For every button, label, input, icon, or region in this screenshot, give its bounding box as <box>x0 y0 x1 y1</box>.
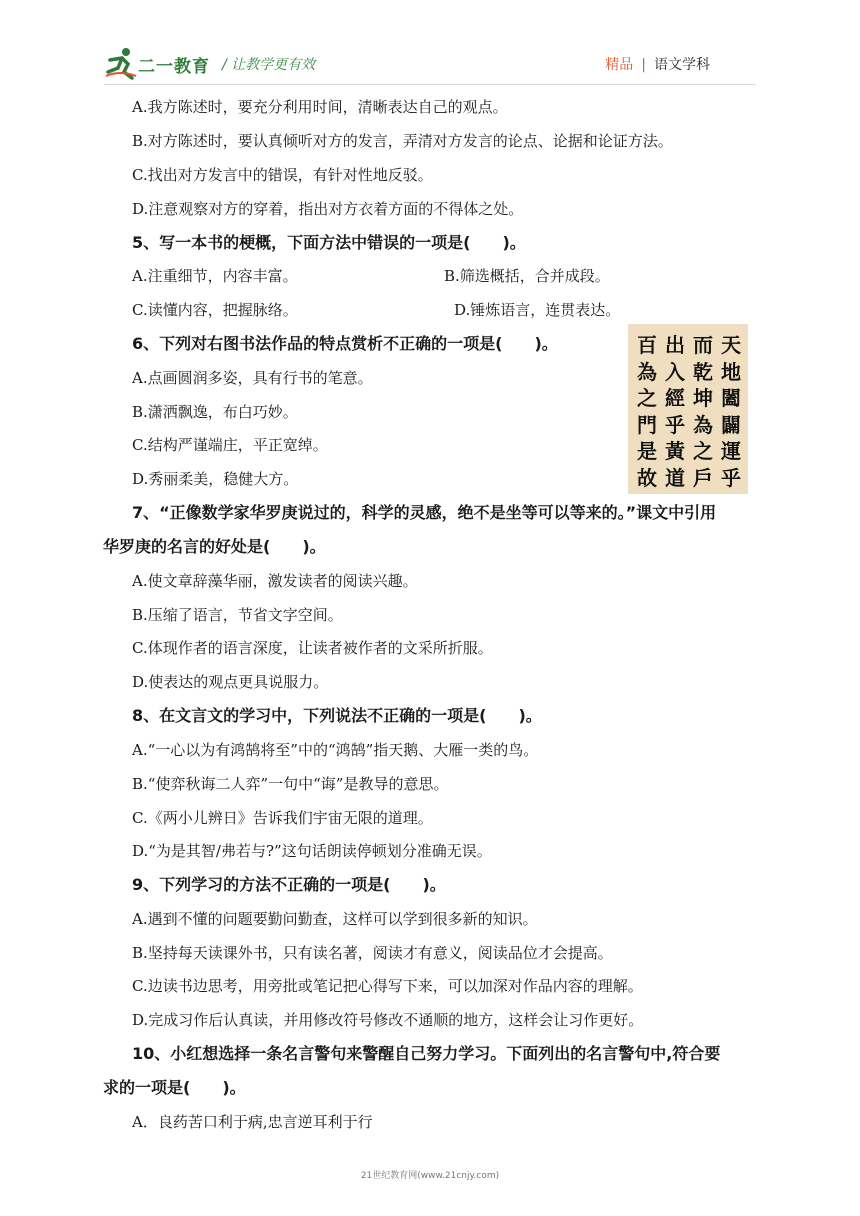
calligraphy-char: 之 <box>693 439 713 463</box>
calligraphy-char: 為 <box>693 412 713 437</box>
question-9: 9、下列学习的方法不正确的一项是( )。 <box>132 875 446 894</box>
q8-option-d: D.“为是其智/弗若与?”这句话朗读停顿划分准确无误。 <box>132 842 492 860</box>
page-header <box>0 0 860 90</box>
logo <box>104 46 222 82</box>
q9-option-a: A.遇到不懂的问题要勤问勤查，这样可以学到很多新的知识。 <box>132 910 538 928</box>
header-separator: | <box>641 57 646 73</box>
calligraphy-char: 是 <box>637 439 657 463</box>
calligraphy-char: 闢 <box>721 412 741 437</box>
q9-option-c: C.边读书边思考，用旁批或笔记把心得写下来，可以加深对作品内容的理解。 <box>132 977 643 995</box>
calligraphy-char: 戶 <box>693 465 713 490</box>
question-7-line-2: 华罗庚的名言的好处是( )。 <box>103 537 326 556</box>
q4-option-b: B.对方陈述时，要认真倾听对方的发言，弄清对方发言的论点、论据和论证方法。 <box>132 132 673 150</box>
q9-option-b: B.坚持每天读课外书，只有读名著，阅读才有意义，阅读品位才会提高。 <box>132 944 613 962</box>
calligraphy-char: 地 <box>721 359 741 384</box>
q8-option-b: B.“使弈秋诲二人弈”一句中“诲”是教导的意思。 <box>132 775 449 793</box>
logo-text: 二一教育 <box>138 57 210 77</box>
calligraphy-char: 之 <box>637 386 657 410</box>
q10-option-a: A．良药苦口利于病,忠言逆耳利于行 <box>132 1113 373 1131</box>
q5-option-a: A.注重细节，内容丰富。 <box>132 267 298 285</box>
q7-option-c: C.体现作者的语言深度，让读者被作者的文采所折服。 <box>132 639 493 657</box>
calligraphy-char: 坤 <box>693 386 713 410</box>
question-6: 6、下列对右图书法作品的特点赏析不正确的一项是( )。 <box>132 334 558 353</box>
runner-logo-icon <box>104 46 138 80</box>
jingpin-label: 精品 <box>605 57 634 73</box>
calligraphy-char: 而 <box>693 333 713 357</box>
q6-option-d: D.秀丽柔美，稳健大方。 <box>132 470 299 488</box>
q7-option-d: D.使表达的观点更具说服力。 <box>132 673 329 691</box>
header-divider <box>104 84 756 85</box>
q4-option-a: A.我方陈述时，要充分利用时间，清晰表达自己的观点。 <box>132 98 508 116</box>
q7-option-a: A.使文章辞藻华丽，激发读者的阅读兴趣。 <box>132 572 418 590</box>
subject-label: 语文学科 <box>654 57 710 73</box>
q6-option-c: C.结构严谨端庄，平正宽绰。 <box>132 436 328 454</box>
calligraphy-char: 出 <box>665 333 685 357</box>
calligraphy-char: 故 <box>637 465 657 490</box>
calligraphy-char: 入 <box>665 359 685 384</box>
slogan: / 让教学更有效 <box>222 57 316 73</box>
question-10-line-2: 求的一项是( )。 <box>103 1078 246 1097</box>
q5-option-b: B.筛选概括，合并成段。 <box>444 267 610 285</box>
calligraphy-char: 乎 <box>665 412 685 437</box>
calligraphy-image <box>628 324 748 494</box>
q6-option-b: B.潇洒飘逸，布白巧妙。 <box>132 403 298 421</box>
calligraphy-char: 門 <box>637 412 657 437</box>
q5-option-c: C.读懂内容，把握脉络。 <box>132 301 298 319</box>
calligraphy-char: 乎 <box>721 465 741 490</box>
calligraphy-char: 天 <box>721 333 741 357</box>
q8-option-a: A.“一心以为有鸿鹄将至”中的“鸿鹄”指天鹅、大雁一类的鸟。 <box>132 741 539 759</box>
calligraphy-column-1 <box>718 332 744 491</box>
calligraphy-column-2 <box>690 332 716 491</box>
q6-option-a: A.点画圆润多姿，具有行书的笔意。 <box>132 369 373 387</box>
header-right <box>605 54 710 74</box>
calligraphy-char: 運 <box>721 439 741 463</box>
q9-option-d: D.完成习作后认真读，并用修改符号修改不通顺的地方，这样会让习作更好。 <box>132 1011 644 1029</box>
question-10-line-1: 10、小红想选择一条名言警句来警醒自己努力学习。下面列出的名言警句中,符合要 <box>132 1044 721 1063</box>
question-8: 8、在文言文的学习中，下列说法不正确的一项是( )。 <box>132 706 542 725</box>
calligraphy-char: 闔 <box>721 386 741 410</box>
q4-option-c: C.找出对方发言中的错误，有针对性地反驳。 <box>132 166 433 184</box>
question-5: 5、写一本书的梗概，下面方法中错误的一项是( )。 <box>132 233 526 252</box>
calligraphy-char: 百 <box>637 333 657 357</box>
page-footer: 21世纪教育网(www.21cnjy.com) <box>360 1171 500 1181</box>
question-7-line-1: 7、“正像数学家华罗庚说过的，科学的灵感，绝不是坐等可以等来的。”课文中引用 <box>132 503 717 522</box>
q5-option-d: D.锤炼语言，连贯表达。 <box>454 301 621 319</box>
q8-option-c: C.《两小儿辨日》告诉我们宇宙无限的道理。 <box>132 809 433 827</box>
calligraphy-char: 為 <box>637 359 657 384</box>
calligraphy-char: 道 <box>665 465 685 490</box>
calligraphy-column-3 <box>662 332 688 491</box>
calligraphy-column-4 <box>634 332 660 491</box>
calligraphy-char: 經 <box>665 386 685 410</box>
calligraphy-char: 黃 <box>665 439 685 463</box>
q7-option-b: B.压缩了语言，节省文字空间。 <box>132 606 343 624</box>
q4-option-d: D.注意观察对方的穿着，指出对方衣着方面的不得体之处。 <box>132 200 524 218</box>
calligraphy-char: 乾 <box>693 359 713 384</box>
